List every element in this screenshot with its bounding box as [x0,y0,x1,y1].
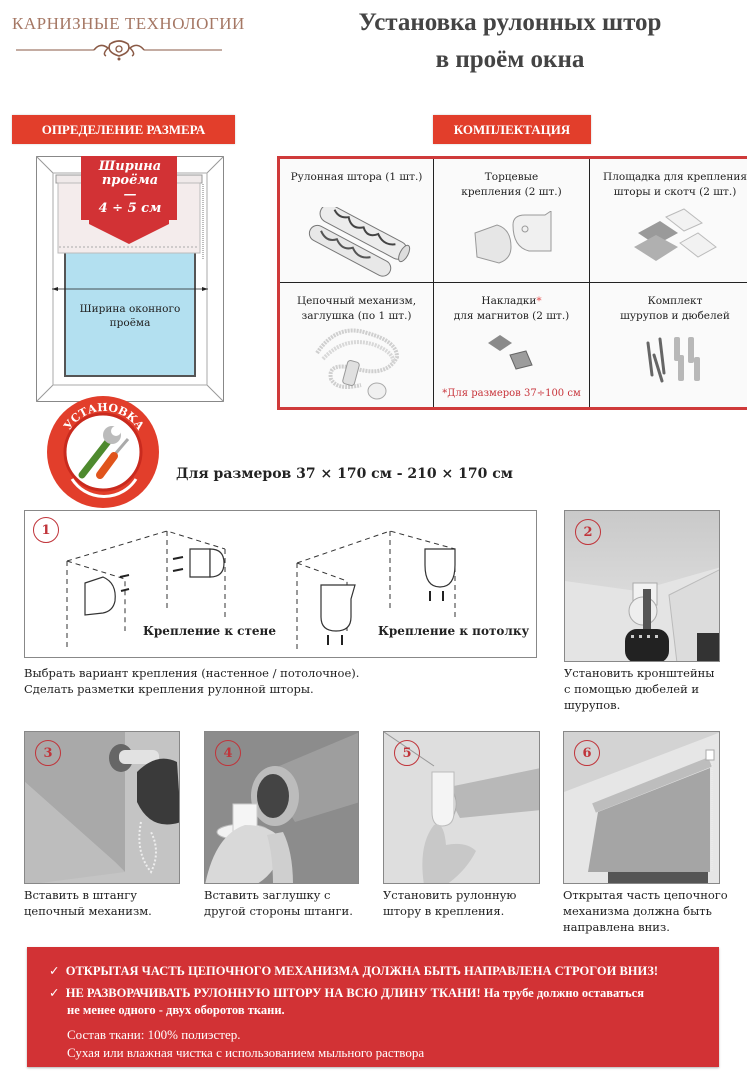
window-width-label [65,302,195,330]
warning-1 [49,963,658,979]
warning-2-line-2 [67,1003,285,1018]
kit-item [434,283,590,407]
ornament-icon [14,38,224,62]
arrow-label-line-2: проёма [101,173,159,188]
check-icon: ✓ [49,964,60,978]
kit-item [590,159,747,283]
kit-item [280,283,434,407]
care-instructions: Сухая или влажная чистка с использованием мыльного раствора [67,1045,425,1060]
step-number: 4 [215,740,241,766]
title-line-1: Установка рулонных штор [358,9,662,36]
arrow-label-line-3: 4 ÷ 5 см [98,201,162,216]
kit-item [434,159,590,283]
step-2-caption [564,665,744,713]
step-5-photo [383,731,540,884]
chain-mechanism-icon [307,323,407,403]
step-number: 2 [575,519,601,545]
caption-line: Сделать разметки крепления рулонной шторы. [24,682,314,696]
brand-logo-text: КАРНИЗНЫЕ ТЕХНОЛОГИИ [12,14,245,33]
warning-2-bold: НЕ РАЗВОРАЧИВАТЬ РУЛОННУЮ ШТОРУ НА ВСЮ ДЛИНУ ТКАНИ! [65,986,481,1000]
warning-2-rest: На трубе должно оставаться [483,986,644,1000]
size-section-label: ОПРЕДЕЛЕНИЕ РАЗМЕРА [12,115,235,144]
step-6-photo [563,731,720,884]
mounting-pad-icon [630,207,720,267]
caption-line: механизма должна быть [563,904,712,918]
kit-size-note: *Для размеров 37÷100 см [442,388,581,399]
kit-section-label: КОМПЛЕКТАЦИЯ [433,115,591,144]
kit-item-label [434,294,589,309]
page-title [300,4,720,78]
kit-item-label: Торцевые [484,171,539,183]
step-5-caption [383,887,553,919]
step-1-caption [24,665,544,697]
step-2-photo [564,510,720,662]
kit-item [590,283,747,407]
kit-item-label-text: Накладки [481,295,537,307]
kit-item-label: Площадка для крепления [603,171,747,183]
warning-2-line-2-text: не менее одного - двух оборотов ткани. [67,1003,285,1017]
kit-item-label: крепления (2 шт.) [461,186,562,198]
magnet-plate-icon [482,333,542,373]
fabric-composition: Состав ткани: 100% полиэстер. [67,1027,241,1042]
roller-blind-icon [302,207,412,277]
window-size-diagram [36,156,224,402]
sizes-range: Для размеров 37 × 170 см - 210 × 170 см [176,466,513,482]
caption-line: Вставить в штангу [24,888,138,902]
caption-line: шурупов. [564,698,621,712]
step-6-caption [563,887,747,935]
step-4-caption [204,887,374,919]
window-label-line-2: проёма [109,317,151,329]
caption-line: другой стороны штанги. [204,904,353,918]
warning-1-text: ОТКРЫТАЯ ЧАСТЬ ЦЕПОЧНОГО МЕХАНИЗМА ДОЛЖНА БЫТЬ НАПРАВЛЕНА СТРОГОИ ВНИЗ! [65,964,659,978]
screws-dowels-icon [640,329,710,389]
kit-item-label: Комплект [647,295,703,307]
title-line-2: в проём окна [435,46,585,73]
caption-line: Установить рулонную [383,888,517,902]
wall-mount-label: Крепление к стене [143,624,276,638]
window-label-line-1: Ширина оконного [79,303,181,315]
asterisk: * [536,295,542,307]
kit-item-label: Рулонная штора (1 шт.) [290,171,423,183]
install-badge-label: УСТАНОВКА [61,400,147,433]
arrow-label-line-1: Ширина [98,159,162,174]
arrow-label-dash: — [123,187,137,202]
warnings-banner [27,947,719,1067]
step-1-panel [24,510,537,658]
end-bracket-icon [467,211,557,271]
kit-item-label: для магнитов (2 шт.) [453,310,570,322]
kit-table [277,156,747,410]
step-4-photo [204,731,359,884]
check-icon: ✓ [49,986,60,1000]
step-number: 3 [35,740,61,766]
step-3-photo [24,731,180,884]
warning-2 [49,985,644,1001]
kit-item-label: шурупов и дюбелей [620,310,730,322]
arrow-label [88,160,172,216]
caption-line: штору в крепления. [383,904,505,918]
step-number: 5 [394,740,420,766]
step-3-caption [24,887,184,919]
kit-item [280,159,434,283]
caption-line: с помощью дюбелей и [564,682,700,696]
ceiling-mount-label: Крепление к потолку [378,624,530,638]
caption-line: Открытая часть цепочного [563,888,728,902]
caption-line: Вставить заглушку с [204,888,331,902]
step-number: 1 [33,517,59,543]
install-badge [44,393,162,511]
ceiling-bracket-icon [321,549,455,631]
caption-line: цепочный механизм. [24,904,152,918]
kit-item-label: шторы и скотч (2 шт.) [613,186,737,198]
wall-bracket-icon [85,549,224,615]
step-number: 6 [574,740,600,766]
caption-line: Установить кронштейны [564,666,715,680]
kit-item-label: заглушка (по 1 шт.) [301,310,412,322]
caption-line: направлена вниз. [563,920,670,934]
kit-item-label: Цепочный механизм, [296,295,417,307]
caption-line: Выбрать вариант крепления (настенное / потолочное). [24,666,360,680]
